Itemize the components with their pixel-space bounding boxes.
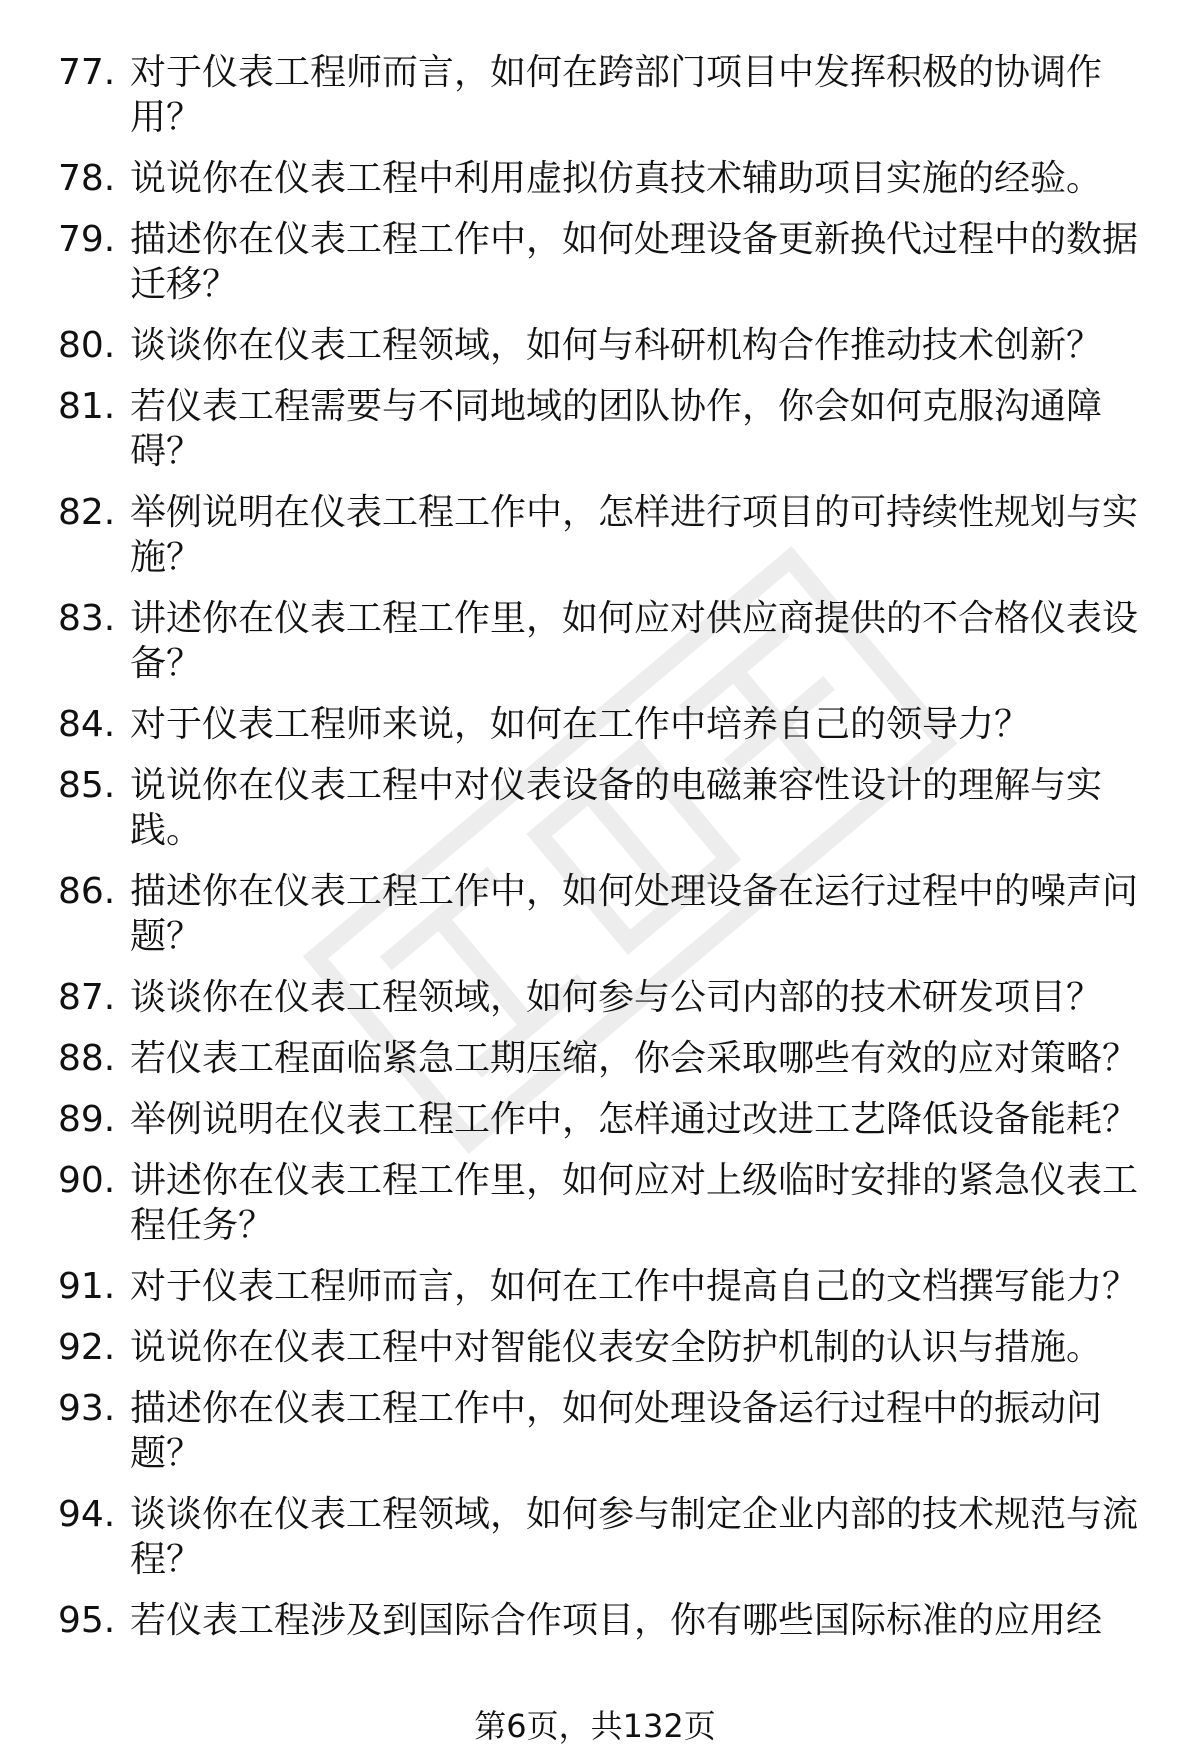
question-number: 94. xyxy=(58,1494,116,1535)
question-text: 说说你在仪表工程中对智能仪表安全防护机制的认识与措施。 xyxy=(130,1327,1103,1368)
question-item xyxy=(58,1386,1158,1476)
question-number: 82. xyxy=(58,492,116,533)
question-text: 讲述你在仪表工程工作里，如何应对上级临时安排的紧急仪表工程任务？ xyxy=(130,1160,1139,1246)
question-item xyxy=(58,763,1158,853)
question-item xyxy=(58,1325,1158,1370)
question-text: 说说你在仪表工程中对仪表设备的电磁兼容性设计的理解与实践。 xyxy=(130,765,1103,851)
question-text: 谈谈你在仪表工程领域，如何与科研机构合作推动技术创新？ xyxy=(130,325,1103,366)
question-number: 81. xyxy=(58,386,116,427)
question-number: 77. xyxy=(58,52,116,93)
question-item xyxy=(58,323,1158,368)
question-item xyxy=(58,1097,1158,1142)
question-number: 87. xyxy=(58,977,116,1018)
question-text: 对于仪表工程师而言，如何在工作中提高自己的文档撰写能力？ xyxy=(130,1266,1139,1307)
question-item xyxy=(58,702,1158,747)
question-number: 90. xyxy=(58,1160,116,1201)
question-text: 描述你在仪表工程工作中，如何处理设备运行过程中的振动问题？ xyxy=(130,1388,1103,1474)
question-text: 谈谈你在仪表工程领域，如何参与制定企业内部的技术规范与流程？ xyxy=(130,1494,1139,1580)
question-item xyxy=(58,384,1158,474)
question-number: 80. xyxy=(58,325,116,366)
page-footer xyxy=(0,1706,1190,1746)
question-number: 95. xyxy=(58,1600,116,1641)
question-number: 92. xyxy=(58,1327,116,1368)
question-number: 78. xyxy=(58,158,116,199)
question-text: 讲述你在仪表工程工作里，如何应对供应商提供的不合格仪表设备？ xyxy=(130,598,1139,684)
question-number: 85. xyxy=(58,765,116,806)
question-number: 84. xyxy=(58,704,116,745)
page-number-label: 第6页，共132页 xyxy=(474,1707,716,1745)
question-text: 举例说明在仪表工程工作中，怎样进行项目的可持续性规划与实施？ xyxy=(130,492,1139,578)
question-item xyxy=(58,1264,1158,1309)
question-text: 若仪表工程需要与不同地域的团队协作，你会如何克服沟通障碍？ xyxy=(130,386,1103,472)
question-item xyxy=(58,156,1158,201)
question-text: 若仪表工程面临紧急工期压缩，你会采取哪些有效的应对策略？ xyxy=(130,1038,1139,1079)
question-list xyxy=(58,50,1158,1643)
question-item xyxy=(58,50,1158,140)
question-item xyxy=(58,975,1158,1020)
question-number: 88. xyxy=(58,1038,116,1079)
question-text: 描述你在仪表工程工作中，如何处理设备更新换代过程中的数据迁移？ xyxy=(130,219,1139,305)
question-text: 描述你在仪表工程工作中，如何处理设备在运行过程中的噪声问题？ xyxy=(130,871,1139,957)
question-item xyxy=(58,1036,1158,1081)
question-number: 89. xyxy=(58,1099,116,1140)
question-text: 谈谈你在仪表工程领域，如何参与公司内部的技术研发项目？ xyxy=(130,977,1103,1018)
question-number: 79. xyxy=(58,219,116,260)
question-item xyxy=(58,596,1158,686)
question-item xyxy=(58,217,1158,307)
question-number: 83. xyxy=(58,598,116,639)
question-number: 91. xyxy=(58,1266,116,1307)
question-number: 93. xyxy=(58,1388,116,1429)
question-item xyxy=(58,1598,1158,1643)
question-item xyxy=(58,1158,1158,1248)
question-item xyxy=(58,1492,1158,1582)
question-text: 若仪表工程涉及到国际合作项目，你有哪些国际标准的应用经 xyxy=(130,1600,1103,1641)
question-text: 举例说明在仪表工程工作中，怎样通过改进工艺降低设备能耗？ xyxy=(130,1099,1139,1140)
question-text: 对于仪表工程师来说，如何在工作中培养自己的领导力？ xyxy=(130,704,1031,745)
question-item xyxy=(58,869,1158,959)
question-item xyxy=(58,490,1158,580)
question-number: 86. xyxy=(58,871,116,912)
question-text: 说说你在仪表工程中利用虚拟仿真技术辅助项目实施的经验。 xyxy=(130,158,1103,199)
question-text: 对于仪表工程师而言，如何在跨部门项目中发挥积极的协调作用？ xyxy=(130,52,1103,138)
